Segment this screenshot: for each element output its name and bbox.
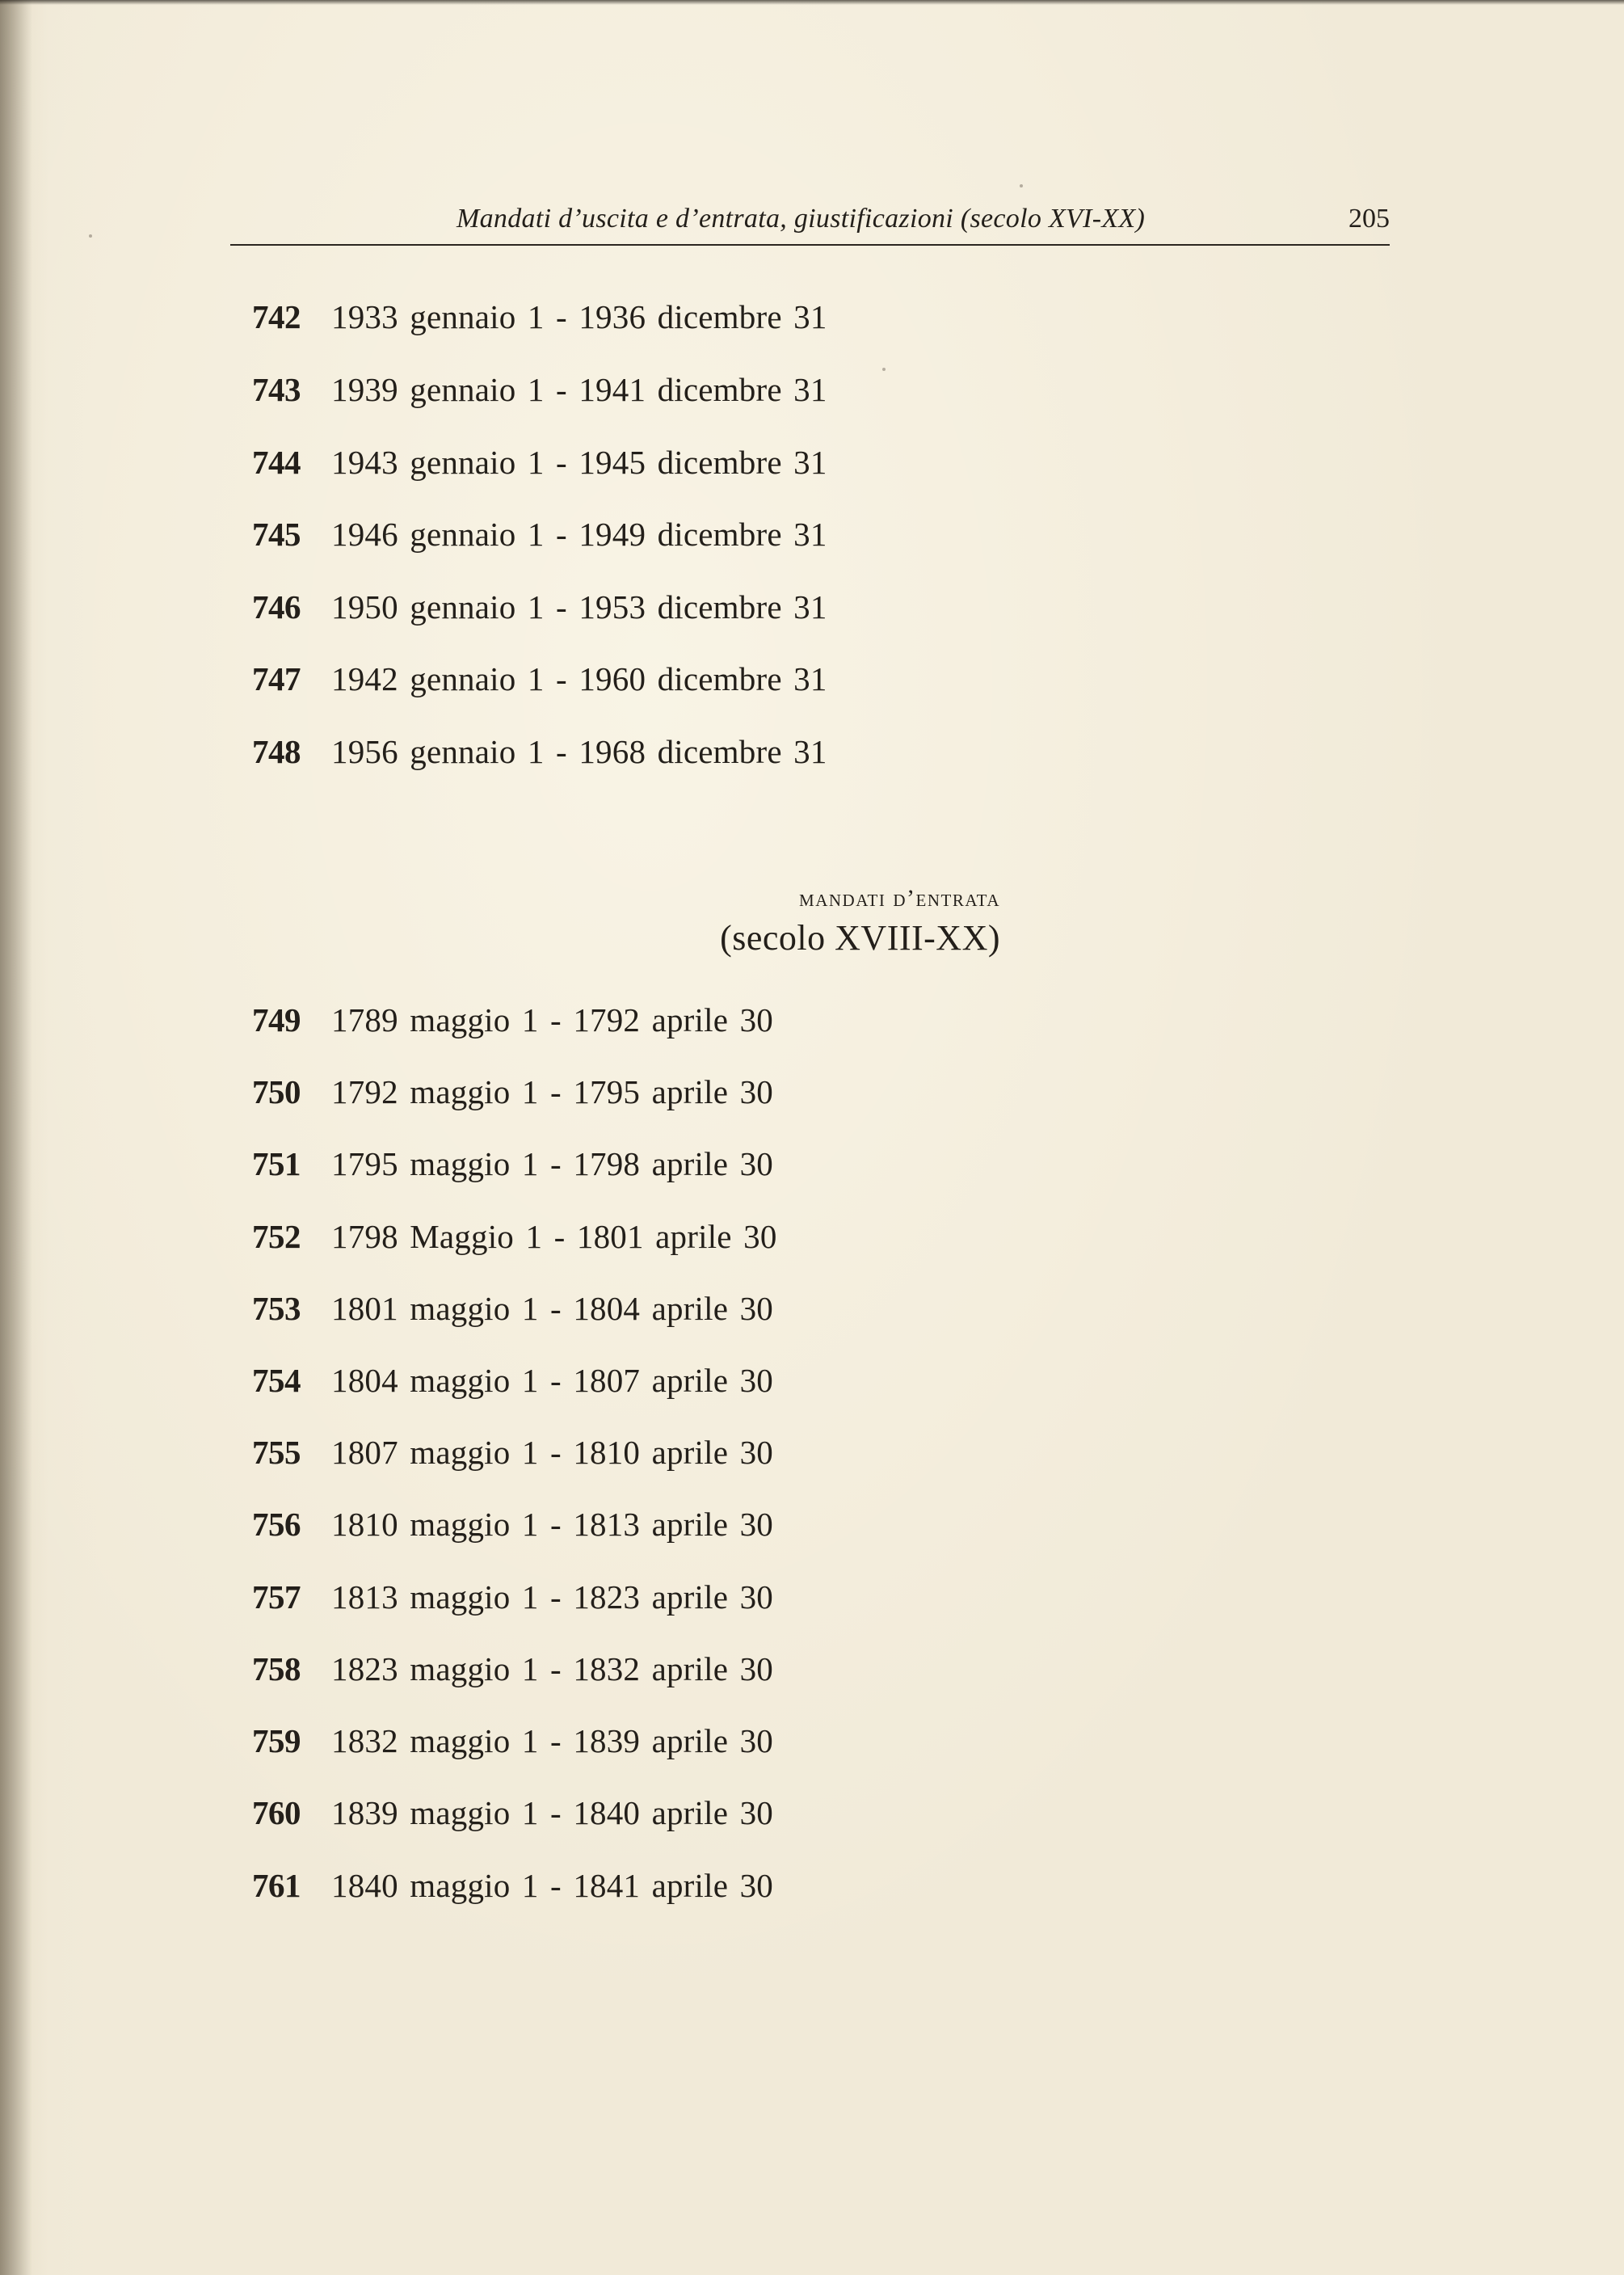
paper-speck	[89, 234, 92, 238]
entry-number: 755	[252, 1434, 301, 1471]
entry-number: 747	[252, 660, 301, 697]
list-item	[242, 1217, 777, 1266]
entry-date-range: 1798 Maggio 1 - 1801 aprile 30	[331, 1218, 777, 1255]
entry-date-range: 1933 gennaio 1 - 1936 dicembre 31	[331, 298, 827, 335]
running-header	[230, 200, 1390, 238]
entry-date-range: 1956 gennaio 1 - 1968 dicembre 31	[331, 733, 827, 770]
entry-number: 752	[252, 1218, 301, 1255]
list-item	[242, 1072, 773, 1121]
entry-date-range: 1801 maggio 1 - 1804 aprile 30	[331, 1290, 773, 1327]
list-item	[242, 370, 827, 419]
entry-number: 750	[252, 1073, 301, 1110]
list-item	[242, 1433, 773, 1481]
entry-number: 751	[252, 1145, 301, 1182]
gutter-shadow	[0, 0, 32, 2275]
entry-date-range: 1804 maggio 1 - 1807 aprile 30	[331, 1362, 773, 1399]
entry-date-range: 1839 maggio 1 - 1840 aprile 30	[331, 1794, 773, 1831]
paper-speck	[1020, 184, 1023, 187]
list-item	[242, 1866, 773, 1915]
list-item	[242, 443, 827, 491]
list-item	[242, 1505, 773, 1553]
entry-number: 756	[252, 1506, 301, 1543]
entry-date-range: 1943 gennaio 1 - 1945 dicembre 31	[331, 444, 827, 481]
section-subtitle: (secolo XVIII-XX)	[720, 918, 1000, 958]
list-item	[242, 1793, 773, 1842]
entry-number: 754	[252, 1362, 301, 1399]
list-item	[242, 515, 827, 563]
list-item	[242, 1578, 773, 1626]
entry-date-range: 1823 maggio 1 - 1832 aprile 30	[331, 1650, 773, 1687]
entry-date-range: 1832 maggio 1 - 1839 aprile 30	[331, 1722, 773, 1759]
running-title: Mandati d’uscita e d’entrata, giustificazioni (secolo XVI-XX)	[456, 204, 1146, 234]
list-item	[242, 588, 827, 636]
entry-number: 757	[252, 1578, 301, 1616]
entry-date-range: 1950 gennaio 1 - 1953 dicembre 31	[331, 588, 827, 626]
entry-date-range: 1792 maggio 1 - 1795 aprile 30	[331, 1073, 773, 1110]
entry-date-range: 1795 maggio 1 - 1798 aprile 30	[331, 1145, 773, 1182]
list-item	[242, 1001, 773, 1049]
entry-number: 749	[252, 1001, 301, 1038]
entry-date-range: 1942 gennaio 1 - 1960 dicembre 31	[331, 660, 827, 697]
section-title: mandati d’entrata	[799, 885, 1000, 912]
list-item	[242, 1649, 773, 1698]
entry-number: 753	[252, 1290, 301, 1327]
header-rule	[230, 244, 1390, 246]
entry-date-range: 1810 maggio 1 - 1813 aprile 30	[331, 1506, 773, 1543]
entry-number: 748	[252, 733, 301, 770]
entry-number: 759	[252, 1722, 301, 1759]
entry-date-range: 1813 maggio 1 - 1823 aprile 30	[331, 1578, 773, 1616]
list-item	[242, 659, 827, 708]
entry-date-range: 1840 maggio 1 - 1841 aprile 30	[331, 1867, 773, 1904]
entry-date-range: 1946 gennaio 1 - 1949 dicembre 31	[331, 516, 827, 553]
entry-date-range: 1939 gennaio 1 - 1941 dicembre 31	[331, 371, 827, 408]
entry-number: 744	[252, 444, 301, 481]
list-item	[242, 1361, 773, 1409]
paper-speck	[882, 368, 886, 371]
entry-date-range: 1789 maggio 1 - 1792 aprile 30	[331, 1001, 773, 1038]
list-item	[242, 1721, 773, 1770]
entry-number: 758	[252, 1650, 301, 1687]
entry-number: 742	[252, 298, 301, 335]
entry-number: 746	[252, 588, 301, 626]
entry-number: 745	[252, 516, 301, 553]
entry-number: 743	[252, 371, 301, 408]
list-item	[242, 732, 827, 781]
list-item	[242, 1289, 773, 1338]
page-top-edge	[0, 0, 1624, 5]
list-item	[242, 1144, 773, 1193]
entry-number: 761	[252, 1867, 301, 1904]
entry-date-range: 1807 maggio 1 - 1810 aprile 30	[331, 1434, 773, 1471]
list-item	[242, 297, 827, 346]
page-number: 205	[1348, 204, 1390, 234]
entry-number: 760	[252, 1794, 301, 1831]
